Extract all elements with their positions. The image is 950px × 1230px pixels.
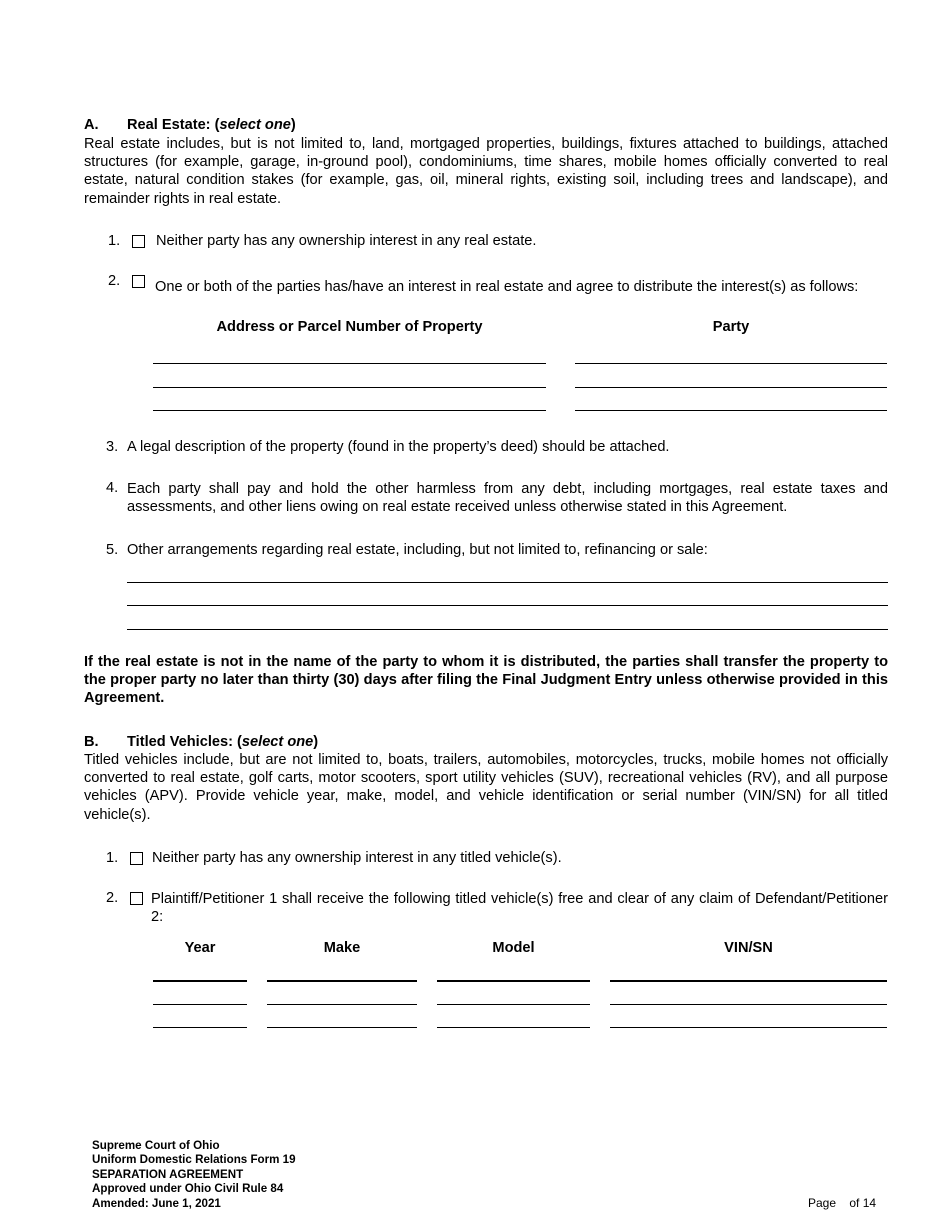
- footer-agreement: SEPARATION AGREEMENT: [92, 1167, 244, 1181]
- party-line-2[interactable]: [575, 387, 887, 388]
- section-b-title-close: ): [313, 734, 319, 750]
- make-line-1[interactable]: [267, 980, 417, 982]
- other-arrangements-line-3[interactable]: [127, 629, 888, 630]
- a-item-4-number: 4.: [106, 480, 119, 496]
- col-make: Make: [323, 940, 361, 956]
- year-line-1[interactable]: [153, 980, 247, 982]
- footer-approved: Approved under Ohio Civil Rule 84: [92, 1182, 284, 1196]
- model-line-1[interactable]: [437, 980, 590, 982]
- a-option-2-checkbox[interactable]: [132, 275, 145, 288]
- section-a-title-text: Real Estate: (: [127, 117, 220, 133]
- transfer-notice: If the real estate is not in the name of the party to whom it is distributed, the parties shall transfer the property to the proper party no later than thirty (30) days after filing the Final Judgment Entry unless otherwise provided in this Agreement.: [84, 654, 888, 707]
- section-a-letter: A.: [84, 117, 99, 133]
- b-option-1-text: Neither party has any ownership interest in any titled vehicle(s).: [152, 850, 562, 866]
- col-model: Model: [492, 940, 535, 956]
- section-a-title-close: ): [290, 117, 296, 133]
- address-line-2[interactable]: [153, 387, 546, 388]
- page-number: Page of 14: [808, 1196, 877, 1210]
- a-item-4-text: Each party shall pay and hold the other harmless from any debt, including mortgages, real estate taxes and assessments, and other liens owing on real estate received unless otherwise stated in this Agreement.: [127, 481, 888, 516]
- section-b-letter: B.: [84, 734, 99, 750]
- footer-block: [92, 1139, 296, 1211]
- a-option-1-checkbox[interactable]: [132, 235, 145, 248]
- section-a-title: [127, 117, 296, 133]
- address-line-3[interactable]: [153, 410, 546, 411]
- col-year: Year: [184, 940, 216, 956]
- year-line-3[interactable]: [153, 1027, 247, 1028]
- vin-line-3[interactable]: [610, 1027, 887, 1028]
- a-option-1-text: Neither party has any ownership interest in any real estate.: [156, 233, 537, 249]
- party-line-3[interactable]: [575, 410, 887, 411]
- section-b-title-text: Titled Vehicles: (: [127, 734, 242, 750]
- footer-court: Supreme Court of Ohio: [92, 1139, 220, 1152]
- b-option-2-text: Plaintiff/Petitioner 1 shall receive the following titled vehicle(s) free and clear of any claim of Defendant/Petitioner 2:: [151, 891, 888, 926]
- footer-amended: Amended: June 1, 2021: [92, 1196, 221, 1210]
- year-line-2[interactable]: [153, 1004, 247, 1005]
- footer-form: Uniform Domestic Relations Form 19: [92, 1153, 296, 1167]
- address-line-1[interactable]: [153, 363, 546, 364]
- a-option-2-number: 2.: [108, 273, 121, 289]
- a-item-5-text: Other arrangements regarding real estate, including, but not limited to, refinancing or sale:: [127, 542, 708, 558]
- vin-line-1[interactable]: [610, 980, 887, 982]
- b-option-1-number: 1.: [106, 850, 119, 866]
- b-option-1-checkbox[interactable]: [130, 852, 143, 865]
- b-option-2-checkbox[interactable]: [130, 892, 143, 905]
- model-line-3[interactable]: [437, 1027, 590, 1028]
- make-line-3[interactable]: [267, 1027, 417, 1028]
- party-line-1[interactable]: [575, 363, 887, 364]
- vin-line-2[interactable]: [610, 1004, 887, 1005]
- section-b-select-one: select one: [241, 734, 314, 750]
- a-item-3-text: A legal description of the property (found in the property’s deed) should be attached.: [127, 439, 670, 455]
- other-arrangements-line-2[interactable]: [127, 605, 888, 606]
- col-party: Party: [712, 319, 750, 335]
- other-arrangements-line-1[interactable]: [127, 582, 888, 583]
- a-item-3-number: 3.: [106, 439, 119, 455]
- col-vin: VIN/SN: [724, 940, 773, 956]
- col-address-parcel: Address or Parcel Number of Property: [216, 319, 483, 335]
- section-a-intro: Real estate includes, but is not limited to, land, mortgaged properties, buildings, fixtures attached to buildings, attached structures (for example, garage, in-ground pool), condominiums, time shares, mobile homes officially converted to real estate, natural condition stakes (for example, gas, oil, mineral rights, existing soil, including trees and landscape), and remainder rights in real estate.: [84, 136, 888, 207]
- b-option-2-number: 2.: [106, 890, 119, 906]
- make-line-2[interactable]: [267, 1004, 417, 1005]
- section-b-intro: Titled vehicles include, but are not limited to, boats, trailers, automobiles, motorcycles, trucks, mobile homes not officially converted to real estate, golf carts, motor scooters, sport utility vehicles (SUV), recreational vehicles (RV), and all purpose vehicles (APV). Provide vehicle year, make, model, and vehicle identification or serial number (VIN/SN) for all titled vehicle(s).: [84, 752, 888, 823]
- a-option-2-text: One or both of the parties has/have an interest in real estate and agree to distribute the interest(s) as follows:: [155, 279, 859, 295]
- section-a-select-one: select one: [219, 117, 291, 133]
- a-item-5-number: 5.: [106, 542, 119, 558]
- model-line-2[interactable]: [437, 1004, 590, 1005]
- section-b-title: [127, 734, 318, 750]
- a-option-1-number: 1.: [108, 233, 121, 249]
